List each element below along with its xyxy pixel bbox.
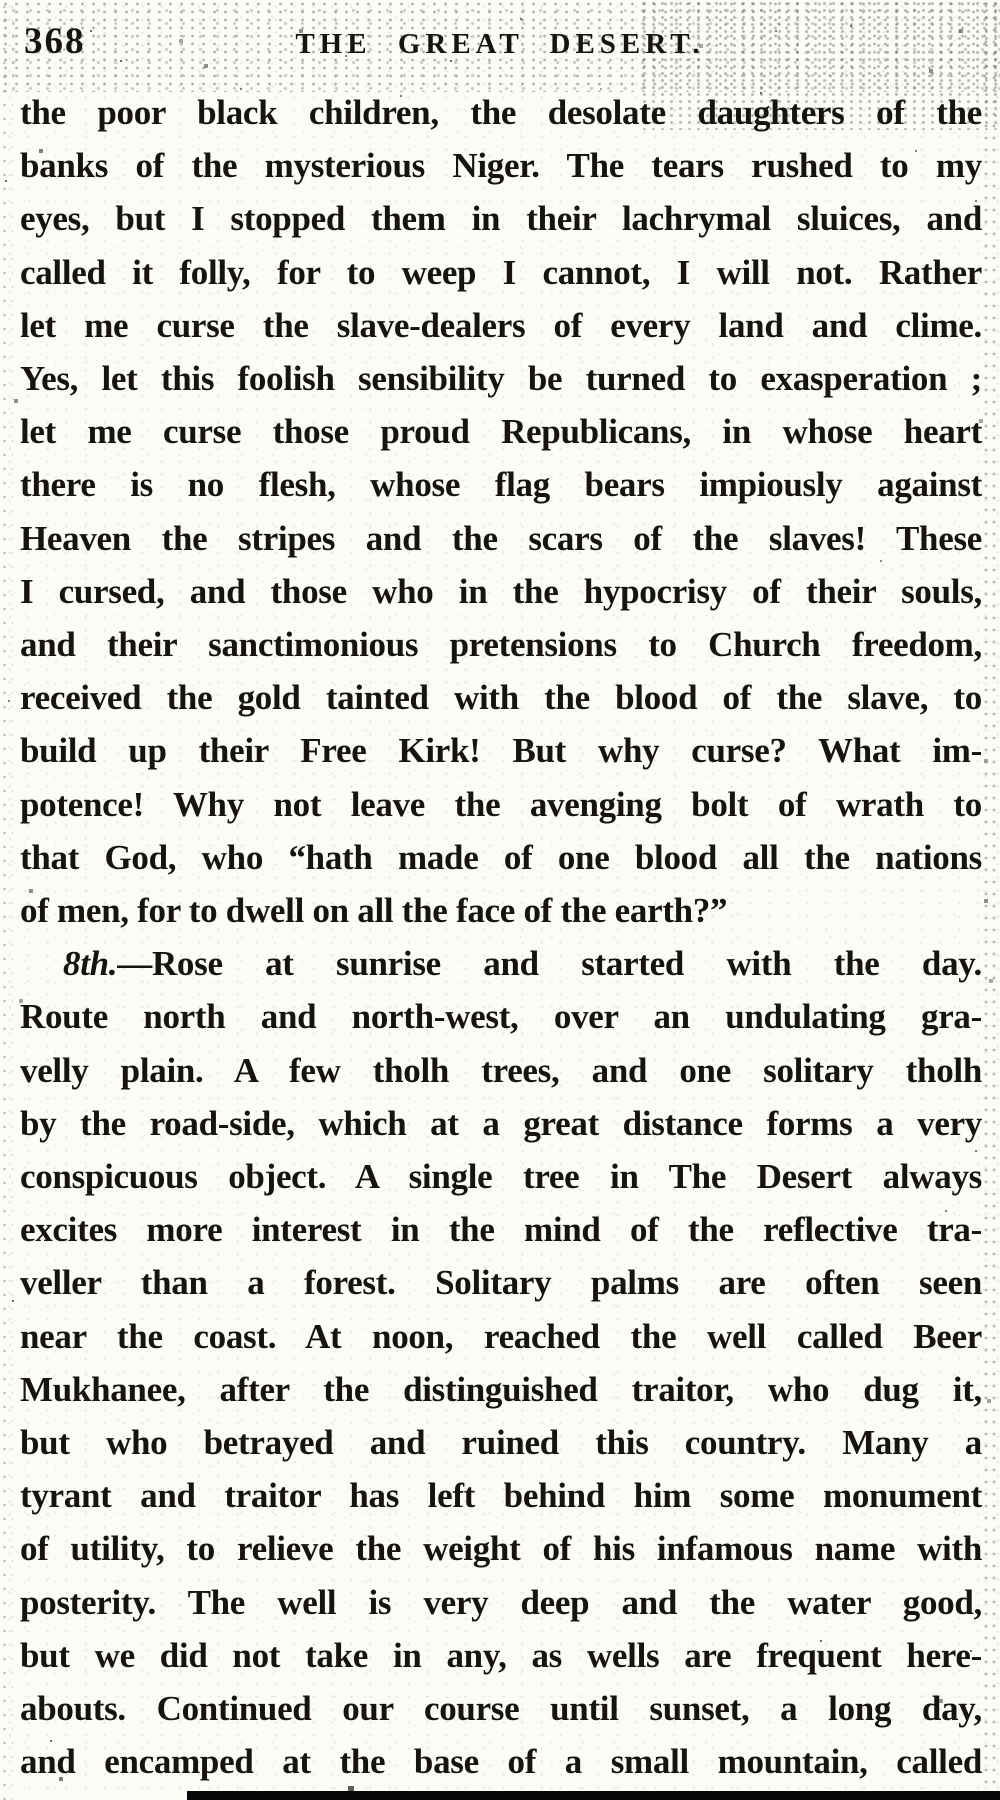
text-line: Yes, let this foolish sensibility be turned to exasperation ; [20, 359, 982, 399]
text-line: let me curse the slave-dealers of every land and clime. [20, 305, 982, 345]
text-line: posterity. The well is very deep and the water good, [20, 1582, 982, 1622]
text-line: near the coast. At noon, reached the well called Beer [20, 1316, 982, 1356]
running-title: THE GREAT DESERT. [295, 28, 705, 60]
text-line: excites more interest in the mind of the reflective tra- [20, 1210, 982, 1250]
text-line: conspicuous object. A single tree in The Desert always [20, 1157, 982, 1197]
text-line: of men, for to dwell on all the face of the earth?” [20, 891, 728, 931]
text-line: and encamped at the base of a small mountain, called [20, 1742, 982, 1782]
text-line: called it folly, for to weep I cannot, I will not. Rather [20, 252, 982, 292]
text-line: banks of the mysterious Niger. The tears rushed to my [20, 146, 982, 186]
text-line: let me curse those proud Republicans, in whose heart [20, 412, 982, 452]
text-line: potence! Why not leave the avenging bolt of wrath to [20, 784, 982, 824]
text-line: Route north and north-west, over an undulating gra- [20, 997, 982, 1037]
text-line: veller than a forest. Solitary palms are often seen [20, 1263, 982, 1303]
text-line: but who betrayed and ruined this country. Many a [20, 1423, 982, 1463]
text-line: but we did not take in any, as wells are frequent here- [20, 1635, 982, 1675]
text-line: of utility, to relieve the weight of his infamous name with [20, 1529, 982, 1569]
text-line: velly plain. A few tholh trees, and one solitary tholh [20, 1050, 982, 1090]
text-line: abouts. Continued our course until sunset, a long day, [20, 1689, 982, 1729]
text-line: build up their Free Kirk! But why curse? What im- [20, 731, 982, 771]
text-line: Mukhanee, after the distinguished traitor, who dug it, [20, 1369, 982, 1409]
text-line: there is no flesh, whose flag bears impiously against [20, 465, 982, 505]
text-line: received the gold tainted with the blood of the slave, to [20, 678, 982, 718]
text-line: tyrant and traitor has left behind him some monument [20, 1476, 982, 1516]
page-number: 368 [24, 21, 86, 62]
text-line: that God, who “hath made of one blood all the nations [20, 837, 982, 877]
body-text [20, 86, 982, 1789]
text-line: and their sanctimonious pretensions to Church freedom, [20, 625, 982, 665]
text-line: eyes, but I stopped them in their lachrymal sluices, and [20, 199, 982, 239]
scan-speckles [0, 0, 2, 2]
text-line: 8th.—Rose at sunrise and started with the day. [63, 944, 982, 984]
text-line-italic-lead: 8th. [63, 944, 118, 984]
text-line: the poor black children, the desolate daughters of the [20, 93, 982, 132]
text-line: by the road-side, which at a great distance forms a very [20, 1103, 982, 1143]
scan-noise-left-edge [0, 0, 13, 1800]
scan-noise-right-edge [982, 0, 1000, 1800]
scan-edge-artifact [187, 1791, 1000, 1800]
text-line: I cursed, and those who in the hypocrisy of their souls, [20, 571, 982, 611]
text-line: Heaven the stripes and the scars of the slaves! These [20, 518, 982, 558]
